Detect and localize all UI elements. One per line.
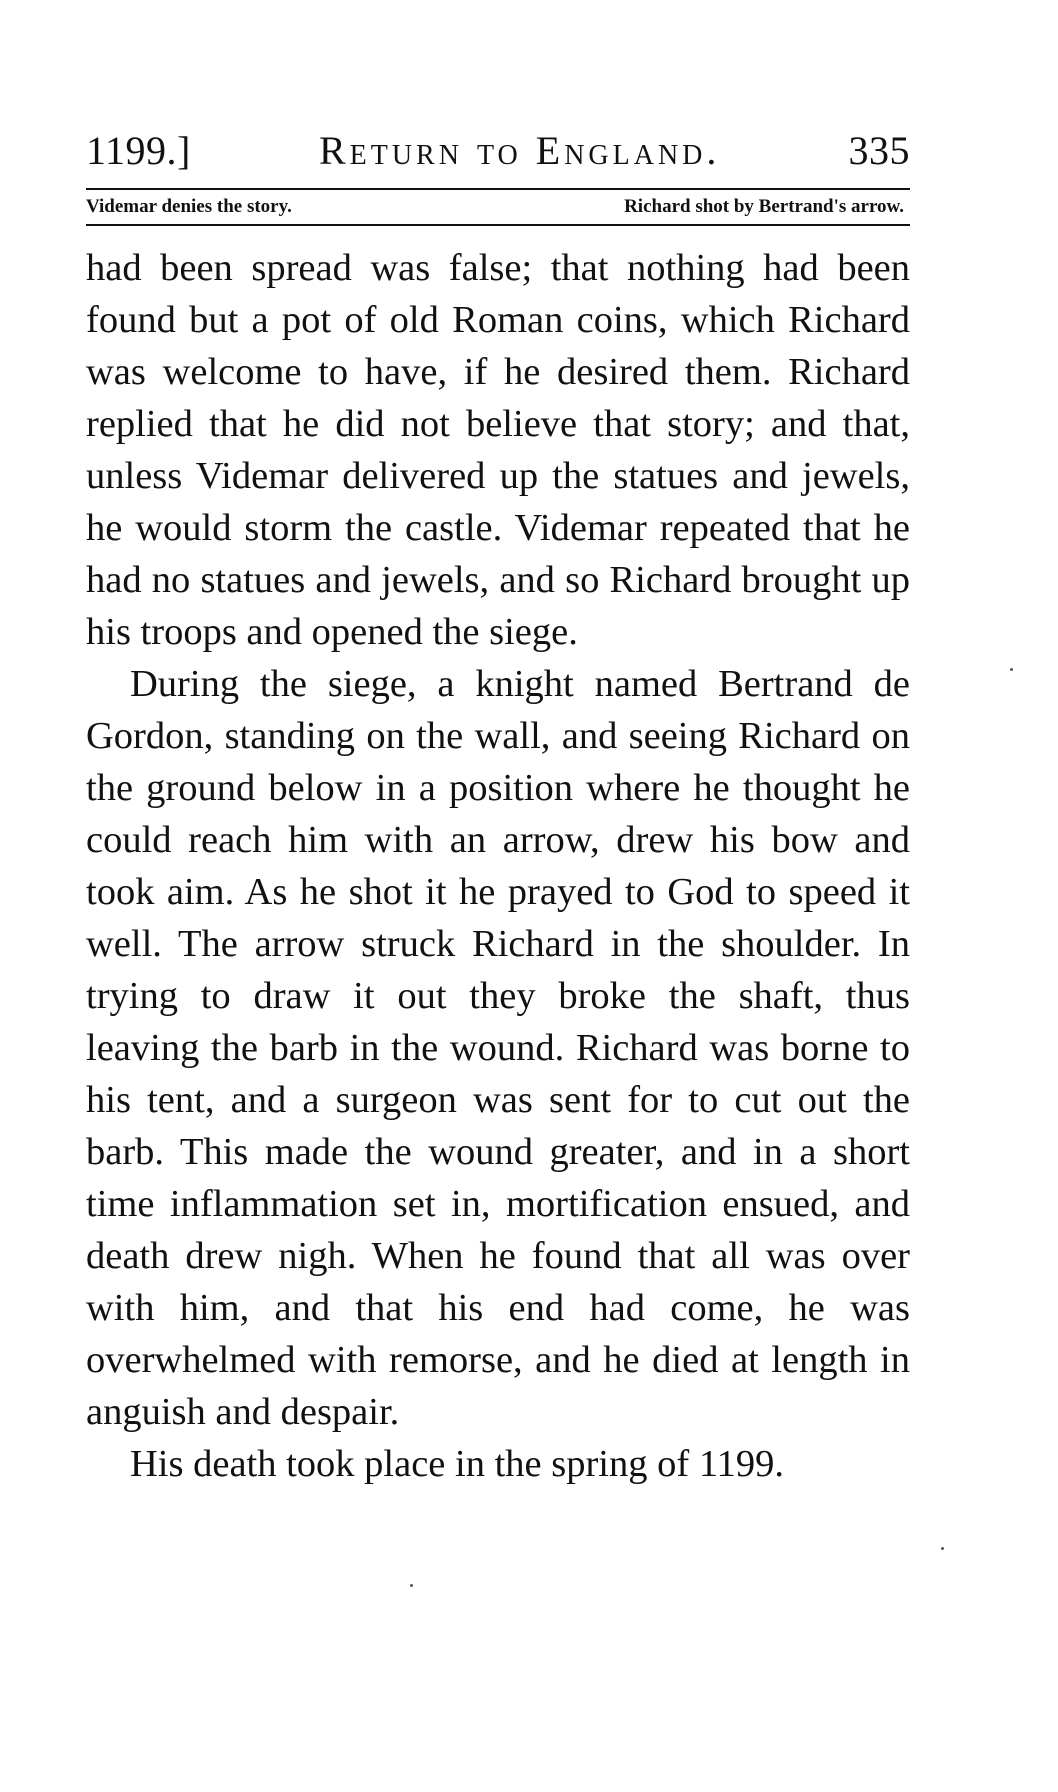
sidenote-right: Richard shot by Bertrand's arrow. — [624, 196, 904, 217]
paper-speck — [410, 1584, 413, 1587]
header-title: Return to England. — [318, 128, 721, 173]
paragraph-2: During the siege, a knight named Bertrand de Gordon, standing on the wall, and seeing Richard on the ground below in a position where he thought he could reach him with an arrow, drew his bow and took aim. As he shot it he prayed to God to speed it well. The arrow struck Richard in the shoulder. In trying to draw it out they broke the shaft, thus leaving the barb in the wound. Richard was borne to his tent, and a surgeon was sent for to cut out the barb. This made the wound greater, and in a short time inflammation set in, mortification ensued, and death drew nigh. When he found that all was over with him, and that his end had come, he was overwhelmed with remorse, and he died at length in anguish and despair. — [86, 663, 910, 1433]
running-head — [86, 128, 910, 174]
paper-speck — [1010, 668, 1013, 671]
book-page — [86, 128, 910, 1490]
sidenotes — [86, 190, 910, 224]
header-rule-bottom — [86, 224, 910, 226]
paragraph-1: had been spread was false; that nothing had been found but a pot of old Roman coins, which Richard was welcome to have, if he desired them. Richard replied that he did not believe that story; and that, unless Videmar delivered up the statues and jewels, he would storm the castle. Videmar repeated that he had no statues and jewels, and so Richard brought up his troops and opened the siege. — [86, 247, 910, 653]
paragraph-3: His death took place in the spring of 1199. — [130, 1443, 785, 1485]
paper-speck — [941, 1547, 944, 1550]
sidenote-left: Videmar denies the story. — [86, 196, 292, 217]
body-text — [86, 242, 910, 1490]
header-date: 1199.] — [86, 128, 191, 173]
page-number: 335 — [848, 128, 910, 173]
